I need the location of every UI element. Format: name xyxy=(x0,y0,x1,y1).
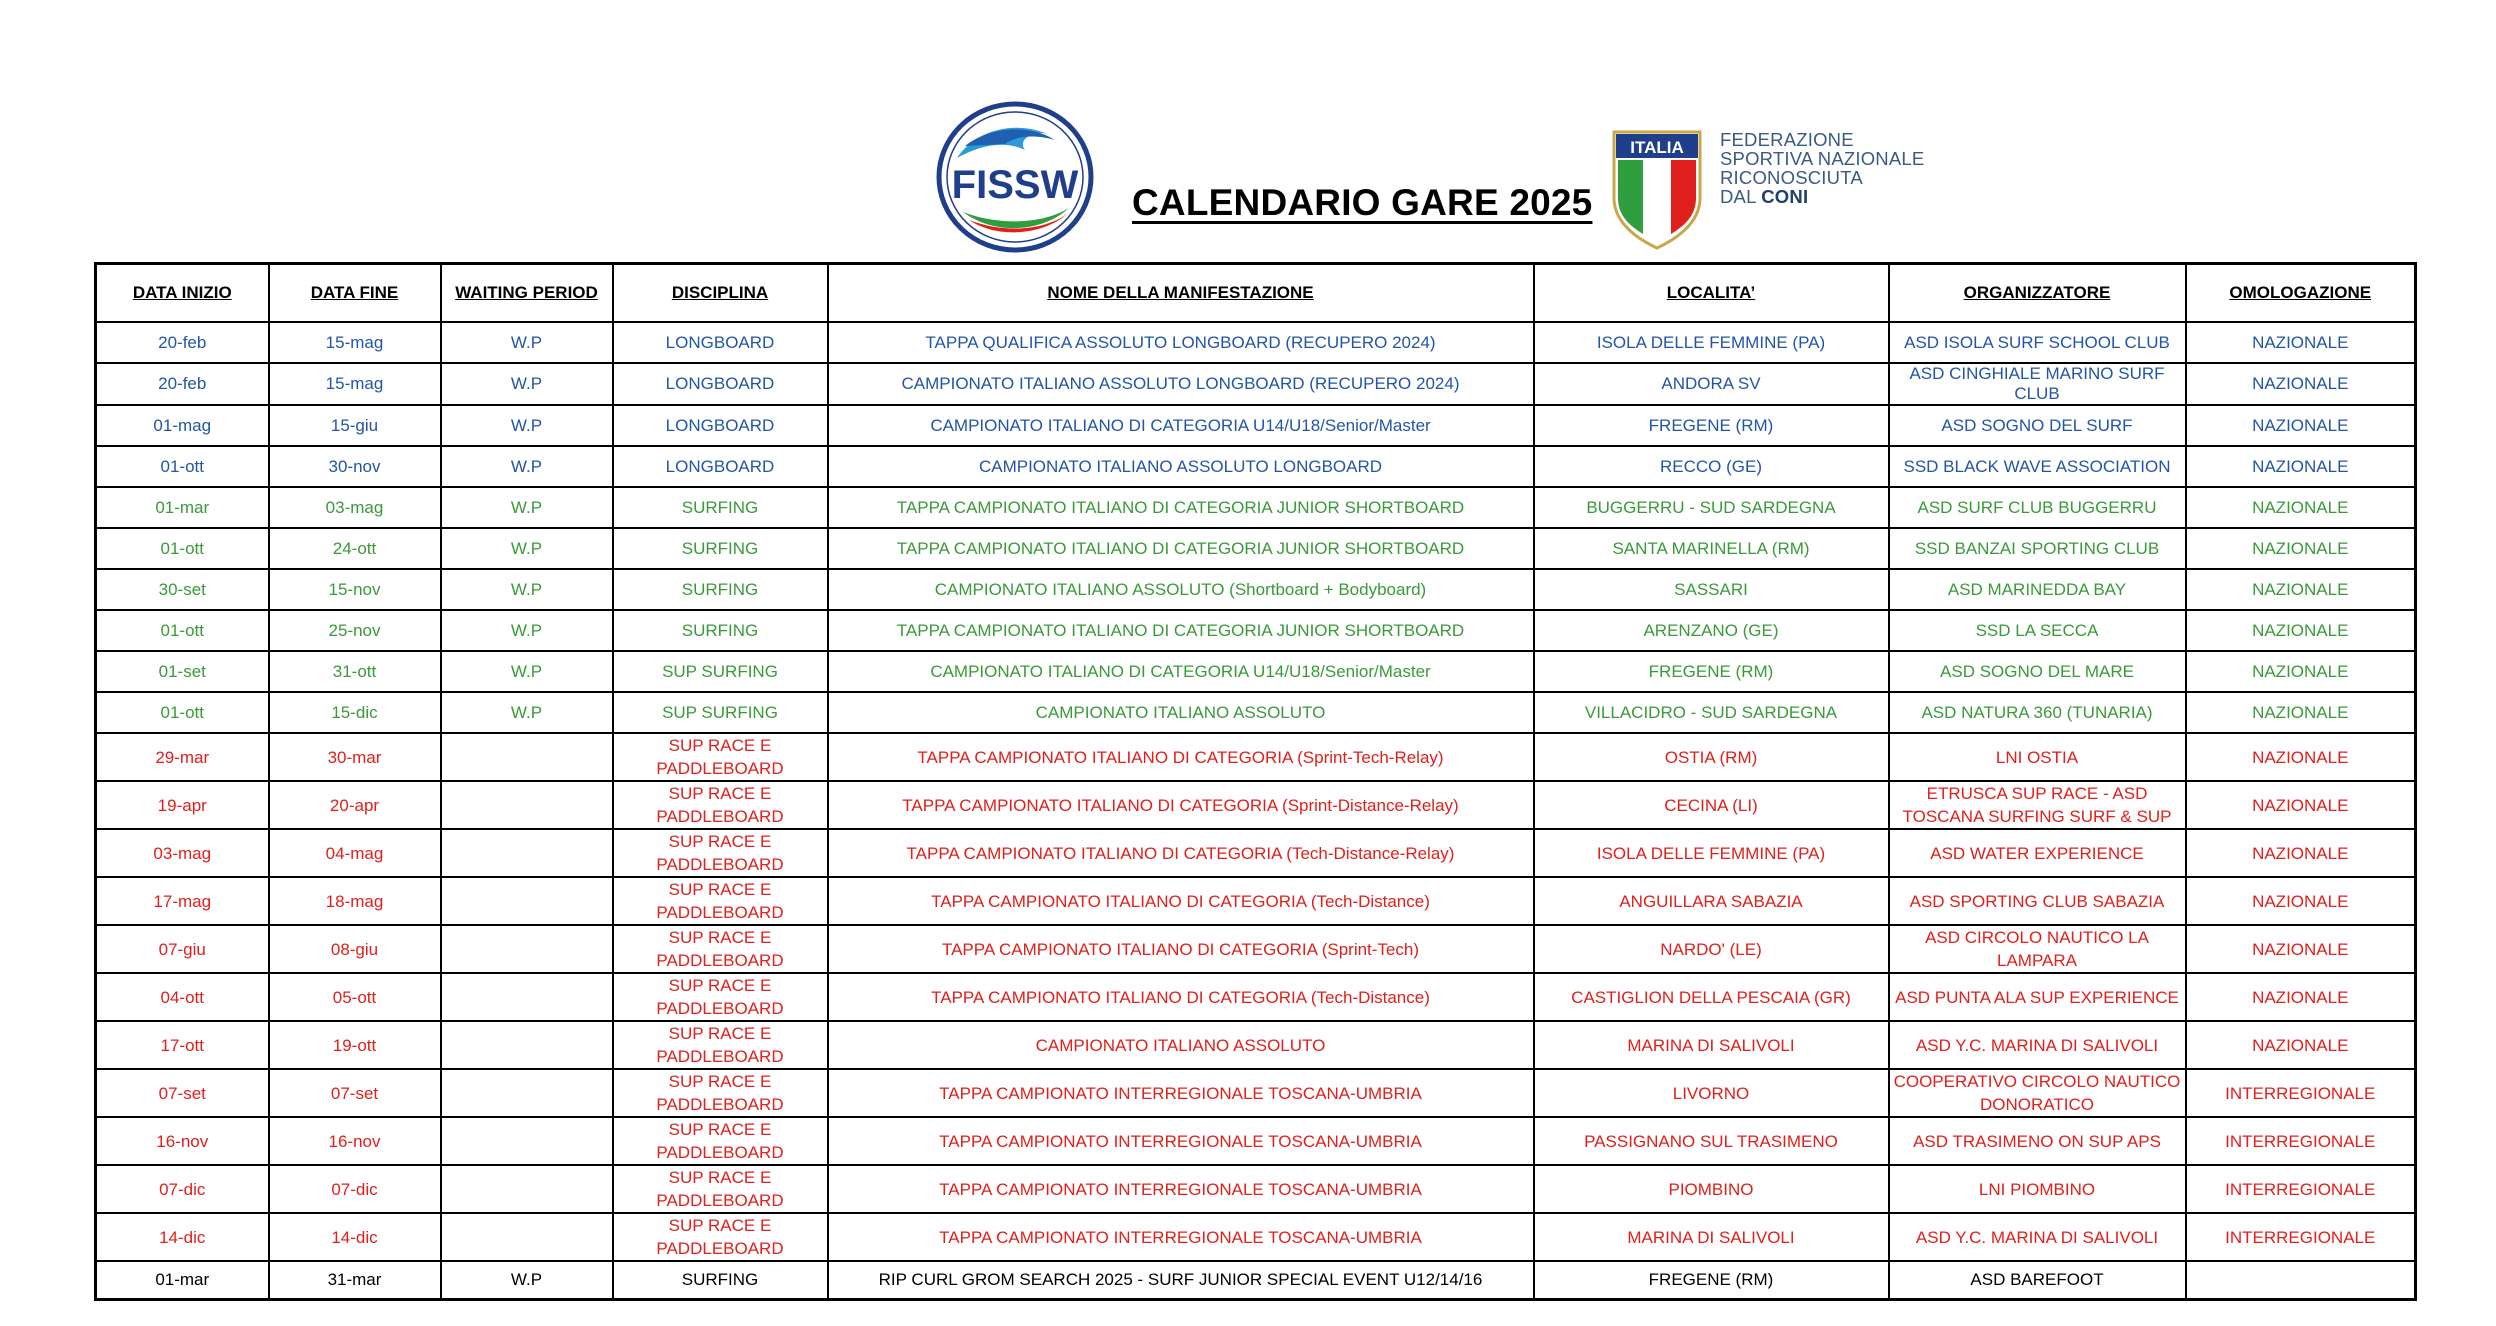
cell-omologazione: NAZIONALE xyxy=(2186,877,2416,925)
cell-data-inizio: 17-mag xyxy=(96,877,269,925)
cell-data-inizio: 20-feb xyxy=(96,363,269,405)
column-header-data-inizio: DATA INIZIO xyxy=(96,264,269,323)
cell-organizzatore: LNI PIOMBINO xyxy=(1889,1165,2186,1213)
cell-nome-manifestazione: CAMPIONATO ITALIANO ASSOLUTO (Shortboard + Bodyboard) xyxy=(828,569,1534,610)
coni-shield-logo xyxy=(1610,128,1704,250)
cell-data-fine: 05-ott xyxy=(269,973,441,1021)
cell-waiting-period: W.P xyxy=(441,363,613,405)
cell-omologazione: NAZIONALE xyxy=(2186,405,2416,446)
cell-nome-manifestazione: TAPPA CAMPIONATO ITALIANO DI CATEGORIA (Tech-Distance) xyxy=(828,973,1534,1021)
cell-nome-manifestazione: RIP CURL GROM SEARCH 2025 - SURF JUNIOR SPECIAL EVENT U12/14/16 xyxy=(828,1261,1534,1300)
cell-data-inizio: 01-set xyxy=(96,651,269,692)
cell-data-inizio: 04-ott xyxy=(96,973,269,1021)
cell-localita: PIOMBINO xyxy=(1534,1165,1889,1213)
cell-organizzatore: SSD LA SECCA xyxy=(1889,610,2186,651)
cell-waiting-period xyxy=(441,733,613,781)
cell-waiting-period xyxy=(441,973,613,1021)
cell-waiting-period: W.P xyxy=(441,1261,613,1300)
cell-organizzatore: ASD SPORTING CLUB SABAZIA xyxy=(1889,877,2186,925)
cell-data-fine: 15-dic xyxy=(269,692,441,733)
cell-data-inizio: 30-set xyxy=(96,569,269,610)
cell-organizzatore: ASD Y.C. MARINA DI SALIVOLI xyxy=(1889,1021,2186,1069)
table-row xyxy=(96,1021,2416,1069)
cell-localita: ARENZANO (GE) xyxy=(1534,610,1889,651)
cell-data-fine: 16-nov xyxy=(269,1117,441,1165)
coni-shield-text: ITALIA xyxy=(1630,138,1684,157)
cell-nome-manifestazione: TAPPA CAMPIONATO ITALIANO DI CATEGORIA (Sprint-Distance-Relay) xyxy=(828,781,1534,829)
coni-line-2: SPORTIVA NAZIONALE xyxy=(1720,148,1925,169)
cell-omologazione xyxy=(2186,1261,2416,1300)
cell-data-inizio: 01-ott xyxy=(96,692,269,733)
cell-nome-manifestazione: TAPPA CAMPIONATO ITALIANO DI CATEGORIA (Tech-Distance-Relay) xyxy=(828,829,1534,877)
cell-disciplina: SUP RACE E PADDLEBOARD xyxy=(613,733,828,781)
cell-disciplina: SUP SURFING xyxy=(613,692,828,733)
cell-nome-manifestazione: TAPPA CAMPIONATO INTERREGIONALE TOSCANA-UMBRIA xyxy=(828,1165,1534,1213)
cell-localita: NARDO' (LE) xyxy=(1534,925,1889,973)
cell-omologazione: NAZIONALE xyxy=(2186,610,2416,651)
table-row xyxy=(96,528,2416,569)
table-row xyxy=(96,733,2416,781)
cell-nome-manifestazione: TAPPA CAMPIONATO ITALIANO DI CATEGORIA (Tech-Distance) xyxy=(828,877,1534,925)
cell-omologazione: NAZIONALE xyxy=(2186,487,2416,528)
cell-data-fine: 31-mar xyxy=(269,1261,441,1300)
cell-organizzatore: SSD BLACK WAVE ASSOCIATION xyxy=(1889,446,2186,487)
cell-omologazione: NAZIONALE xyxy=(2186,528,2416,569)
cell-data-fine: 07-set xyxy=(269,1069,441,1117)
cell-disciplina: SUP SURFING xyxy=(613,651,828,692)
table-row xyxy=(96,446,2416,487)
cell-nome-manifestazione: TAPPA QUALIFICA ASSOLUTO LONGBOARD (RECUPERO 2024) xyxy=(828,322,1534,363)
coni-line-1: FEDERAZIONE xyxy=(1720,129,1854,150)
cell-localita: FREGENE (RM) xyxy=(1534,405,1889,446)
cell-localita: ISOLA DELLE FEMMINE (PA) xyxy=(1534,829,1889,877)
cell-data-inizio: 07-dic xyxy=(96,1165,269,1213)
cell-data-fine: 15-mag xyxy=(269,322,441,363)
table-row xyxy=(96,692,2416,733)
cell-localita: ANDORA SV xyxy=(1534,363,1889,405)
cell-nome-manifestazione: CAMPIONATO ITALIANO ASSOLUTO xyxy=(828,1021,1534,1069)
cell-omologazione: INTERREGIONALE xyxy=(2186,1117,2416,1165)
cell-omologazione: NAZIONALE xyxy=(2186,973,2416,1021)
cell-organizzatore: LNI OSTIA xyxy=(1889,733,2186,781)
table-row xyxy=(96,781,2416,829)
cell-nome-manifestazione: TAPPA CAMPIONATO ITALIANO DI CATEGORIA (Sprint-Tech-Relay) xyxy=(828,733,1534,781)
calendar-table xyxy=(94,262,2417,1301)
cell-nome-manifestazione: TAPPA CAMPIONATO ITALIANO DI CATEGORIA (Sprint-Tech) xyxy=(828,925,1534,973)
table-row xyxy=(96,1069,2416,1117)
table-row xyxy=(96,973,2416,1021)
cell-disciplina: SUP RACE E PADDLEBOARD xyxy=(613,1117,828,1165)
page-header xyxy=(0,0,2496,260)
cell-disciplina: SUP RACE E PADDLEBOARD xyxy=(613,925,828,973)
cell-localita: BUGGERRU - SUD SARDEGNA xyxy=(1534,487,1889,528)
cell-omologazione: NAZIONALE xyxy=(2186,322,2416,363)
cell-localita: RECCO (GE) xyxy=(1534,446,1889,487)
cell-data-inizio: 20-feb xyxy=(96,322,269,363)
cell-omologazione: INTERREGIONALE xyxy=(2186,1069,2416,1117)
cell-omologazione: NAZIONALE xyxy=(2186,446,2416,487)
cell-waiting-period xyxy=(441,1069,613,1117)
cell-waiting-period xyxy=(441,1021,613,1069)
table-row xyxy=(96,405,2416,446)
cell-nome-manifestazione: CAMPIONATO ITALIANO ASSOLUTO LONGBOARD (RECUPERO 2024) xyxy=(828,363,1534,405)
cell-data-inizio: 01-mar xyxy=(96,1261,269,1300)
cell-nome-manifestazione: CAMPIONATO ITALIANO DI CATEGORIA U14/U18/Senior/Master xyxy=(828,651,1534,692)
cell-data-fine: 30-mar xyxy=(269,733,441,781)
cell-waiting-period xyxy=(441,877,613,925)
cell-localita: MARINA DI SALIVOLI xyxy=(1534,1021,1889,1069)
cell-omologazione: INTERREGIONALE xyxy=(2186,1165,2416,1213)
cell-waiting-period: W.P xyxy=(441,322,613,363)
cell-data-inizio: 03-mag xyxy=(96,829,269,877)
coni-line-3: RICONOSCIUTA xyxy=(1720,167,1863,188)
cell-data-fine: 19-ott xyxy=(269,1021,441,1069)
cell-disciplina: SUP RACE E PADDLEBOARD xyxy=(613,1213,828,1261)
table-row xyxy=(96,651,2416,692)
cell-omologazione: INTERREGIONALE xyxy=(2186,1213,2416,1261)
cell-disciplina: SURFING xyxy=(613,610,828,651)
cell-disciplina: LONGBOARD xyxy=(613,405,828,446)
column-header-organizzatore: ORGANIZZATORE xyxy=(1889,264,2186,323)
cell-data-inizio: 16-nov xyxy=(96,1117,269,1165)
cell-disciplina: SUP RACE E PADDLEBOARD xyxy=(613,877,828,925)
cell-localita: VILLACIDRO - SUD SARDEGNA xyxy=(1534,692,1889,733)
coni-line-4: DAL CONI xyxy=(1720,186,1809,207)
cell-nome-manifestazione: TAPPA CAMPIONATO ITALIANO DI CATEGORIA JUNIOR SHORTBOARD xyxy=(828,610,1534,651)
cell-localita: PASSIGNANO SUL TRASIMENO xyxy=(1534,1117,1889,1165)
cell-data-fine: 18-mag xyxy=(269,877,441,925)
cell-data-inizio: 01-mag xyxy=(96,405,269,446)
cell-omologazione: NAZIONALE xyxy=(2186,781,2416,829)
cell-data-inizio: 29-mar xyxy=(96,733,269,781)
cell-waiting-period: W.P xyxy=(441,692,613,733)
cell-localita: ISOLA DELLE FEMMINE (PA) xyxy=(1534,322,1889,363)
table-row xyxy=(96,363,2416,405)
cell-omologazione: NAZIONALE xyxy=(2186,651,2416,692)
cell-organizzatore: ASD BAREFOOT xyxy=(1889,1261,2186,1300)
cell-waiting-period: W.P xyxy=(441,651,613,692)
cell-localita: MARINA DI SALIVOLI xyxy=(1534,1213,1889,1261)
table-row xyxy=(96,829,2416,877)
cell-omologazione: NAZIONALE xyxy=(2186,569,2416,610)
cell-nome-manifestazione: TAPPA CAMPIONATO ITALIANO DI CATEGORIA JUNIOR SHORTBOARD xyxy=(828,528,1534,569)
cell-omologazione: NAZIONALE xyxy=(2186,829,2416,877)
cell-organizzatore: ASD ISOLA SURF SCHOOL CLUB xyxy=(1889,322,2186,363)
cell-data-fine: 07-dic xyxy=(269,1165,441,1213)
cell-data-inizio: 14-dic xyxy=(96,1213,269,1261)
cell-waiting-period xyxy=(441,781,613,829)
column-header-localita: LOCALITA’ xyxy=(1534,264,1889,323)
cell-disciplina: LONGBOARD xyxy=(613,446,828,487)
cell-disciplina: SURFING xyxy=(613,569,828,610)
cell-data-inizio: 01-ott xyxy=(96,610,269,651)
cell-waiting-period xyxy=(441,1117,613,1165)
cell-omologazione: NAZIONALE xyxy=(2186,692,2416,733)
cell-waiting-period xyxy=(441,1165,613,1213)
cell-organizzatore: ASD CINGHIALE MARINO SURF CLUB xyxy=(1889,363,2186,405)
cell-data-inizio: 07-giu xyxy=(96,925,269,973)
cell-organizzatore: ETRUSCA SUP RACE - ASD TOSCANA SURFING SURF & SUP xyxy=(1889,781,2186,829)
cell-data-fine: 03-mag xyxy=(269,487,441,528)
table-row xyxy=(96,1165,2416,1213)
column-header-omologazione: OMOLOGAZIONE xyxy=(2186,264,2416,323)
cell-localita: ANGUILLARA SABAZIA xyxy=(1534,877,1889,925)
cell-organizzatore: ASD MARINEDDA BAY xyxy=(1889,569,2186,610)
cell-localita: SASSARI xyxy=(1534,569,1889,610)
table-row xyxy=(96,925,2416,973)
coni-name: CONI xyxy=(1761,186,1809,207)
cell-disciplina: SUP RACE E PADDLEBOARD xyxy=(613,1165,828,1213)
cell-omologazione: NAZIONALE xyxy=(2186,363,2416,405)
column-header-data-fine: DATA FINE xyxy=(269,264,441,323)
cell-data-fine: 14-dic xyxy=(269,1213,441,1261)
table-row xyxy=(96,322,2416,363)
column-header-nome-manifestazione: NOME DELLA MANIFESTAZIONE xyxy=(828,264,1534,323)
cell-waiting-period: W.P xyxy=(441,569,613,610)
cell-organizzatore: ASD NATURA 360 (TUNARIA) xyxy=(1889,692,2186,733)
cell-localita: LIVORNO xyxy=(1534,1069,1889,1117)
cell-waiting-period xyxy=(441,1213,613,1261)
cell-nome-manifestazione: TAPPA CAMPIONATO INTERREGIONALE TOSCANA-UMBRIA xyxy=(828,1069,1534,1117)
cell-omologazione: NAZIONALE xyxy=(2186,925,2416,973)
table-header-row xyxy=(96,264,2416,323)
page-title: CALENDARIO GARE 2025 xyxy=(1132,182,1593,223)
cell-disciplina: SURFING xyxy=(613,528,828,569)
cell-nome-manifestazione: CAMPIONATO ITALIANO ASSOLUTO xyxy=(828,692,1534,733)
cell-organizzatore: ASD SURF CLUB BUGGERRU xyxy=(1889,487,2186,528)
cell-data-inizio: 01-ott xyxy=(96,528,269,569)
cell-disciplina: SUP RACE E PADDLEBOARD xyxy=(613,973,828,1021)
cell-omologazione: NAZIONALE xyxy=(2186,1021,2416,1069)
cell-data-fine: 08-giu xyxy=(269,925,441,973)
cell-data-inizio: 07-set xyxy=(96,1069,269,1117)
table-row xyxy=(96,877,2416,925)
cell-data-fine: 31-ott xyxy=(269,651,441,692)
cell-disciplina: SURFING xyxy=(613,487,828,528)
coni-federation-text xyxy=(1720,130,1924,206)
cell-localita: CECINA (LI) xyxy=(1534,781,1889,829)
cell-data-inizio: 17-ott xyxy=(96,1021,269,1069)
column-header-disciplina: DISCIPLINA xyxy=(613,264,828,323)
cell-organizzatore: ASD SOGNO DEL MARE xyxy=(1889,651,2186,692)
cell-data-fine: 25-nov xyxy=(269,610,441,651)
cell-organizzatore: COOPERATIVO CIRCOLO NAUTICO DONORATICO xyxy=(1889,1069,2186,1117)
table-body xyxy=(96,322,2416,1300)
table-row xyxy=(96,1213,2416,1261)
cell-data-fine: 20-apr xyxy=(269,781,441,829)
cell-localita: OSTIA (RM) xyxy=(1534,733,1889,781)
cell-localita: FREGENE (RM) xyxy=(1534,651,1889,692)
cell-waiting-period: W.P xyxy=(441,528,613,569)
cell-data-inizio: 01-mar xyxy=(96,487,269,528)
cell-data-fine: 15-giu xyxy=(269,405,441,446)
cell-localita: CASTIGLION DELLA PESCAIA (GR) xyxy=(1534,973,1889,1021)
cell-nome-manifestazione: CAMPIONATO ITALIANO DI CATEGORIA U14/U18/Senior/Master xyxy=(828,405,1534,446)
cell-organizzatore: SSD BANZAI SPORTING CLUB xyxy=(1889,528,2186,569)
cell-disciplina: SUP RACE E PADDLEBOARD xyxy=(613,829,828,877)
table-row xyxy=(96,610,2416,651)
cell-organizzatore: ASD SOGNO DEL SURF xyxy=(1889,405,2186,446)
cell-waiting-period: W.P xyxy=(441,487,613,528)
cell-waiting-period xyxy=(441,829,613,877)
cell-data-inizio: 19-apr xyxy=(96,781,269,829)
cell-nome-manifestazione: TAPPA CAMPIONATO INTERREGIONALE TOSCANA-UMBRIA xyxy=(828,1117,1534,1165)
cell-nome-manifestazione: TAPPA CAMPIONATO ITALIANO DI CATEGORIA JUNIOR SHORTBOARD xyxy=(828,487,1534,528)
cell-data-fine: 30-nov xyxy=(269,446,441,487)
cell-waiting-period: W.P xyxy=(441,610,613,651)
cell-waiting-period xyxy=(441,925,613,973)
cell-organizzatore: ASD PUNTA ALA SUP EXPERIENCE xyxy=(1889,973,2186,1021)
cell-nome-manifestazione: TAPPA CAMPIONATO INTERREGIONALE TOSCANA-UMBRIA xyxy=(828,1213,1534,1261)
cell-disciplina: SURFING xyxy=(613,1261,828,1300)
cell-disciplina: LONGBOARD xyxy=(613,363,828,405)
fissw-logo xyxy=(935,100,1095,254)
cell-data-fine: 04-mag xyxy=(269,829,441,877)
cell-waiting-period: W.P xyxy=(441,405,613,446)
cell-organizzatore: ASD Y.C. MARINA DI SALIVOLI xyxy=(1889,1213,2186,1261)
cell-waiting-period: W.P xyxy=(441,446,613,487)
cell-disciplina: SUP RACE E PADDLEBOARD xyxy=(613,1069,828,1117)
table-row xyxy=(96,569,2416,610)
cell-data-fine: 24-ott xyxy=(269,528,441,569)
cell-data-inizio: 01-ott xyxy=(96,446,269,487)
cell-organizzatore: ASD CIRCOLO NAUTICO LA LAMPARA xyxy=(1889,925,2186,973)
cell-nome-manifestazione: CAMPIONATO ITALIANO ASSOLUTO LONGBOARD xyxy=(828,446,1534,487)
column-header-waiting-period: WAITING PERIOD xyxy=(441,264,613,323)
cell-disciplina: SUP RACE E PADDLEBOARD xyxy=(613,1021,828,1069)
cell-disciplina: SUP RACE E PADDLEBOARD xyxy=(613,781,828,829)
cell-data-fine: 15-nov xyxy=(269,569,441,610)
cell-omologazione: NAZIONALE xyxy=(2186,733,2416,781)
table-row xyxy=(96,487,2416,528)
cell-data-fine: 15-mag xyxy=(269,363,441,405)
cell-organizzatore: ASD WATER EXPERIENCE xyxy=(1889,829,2186,877)
cell-organizzatore: ASD TRASIMENO ON SUP APS xyxy=(1889,1117,2186,1165)
cell-localita: FREGENE (RM) xyxy=(1534,1261,1889,1300)
table-row xyxy=(96,1117,2416,1165)
cell-localita: SANTA MARINELLA (RM) xyxy=(1534,528,1889,569)
table-row xyxy=(96,1261,2416,1300)
fissw-logo-text: FISSW xyxy=(951,163,1079,207)
cell-disciplina: LONGBOARD xyxy=(613,322,828,363)
